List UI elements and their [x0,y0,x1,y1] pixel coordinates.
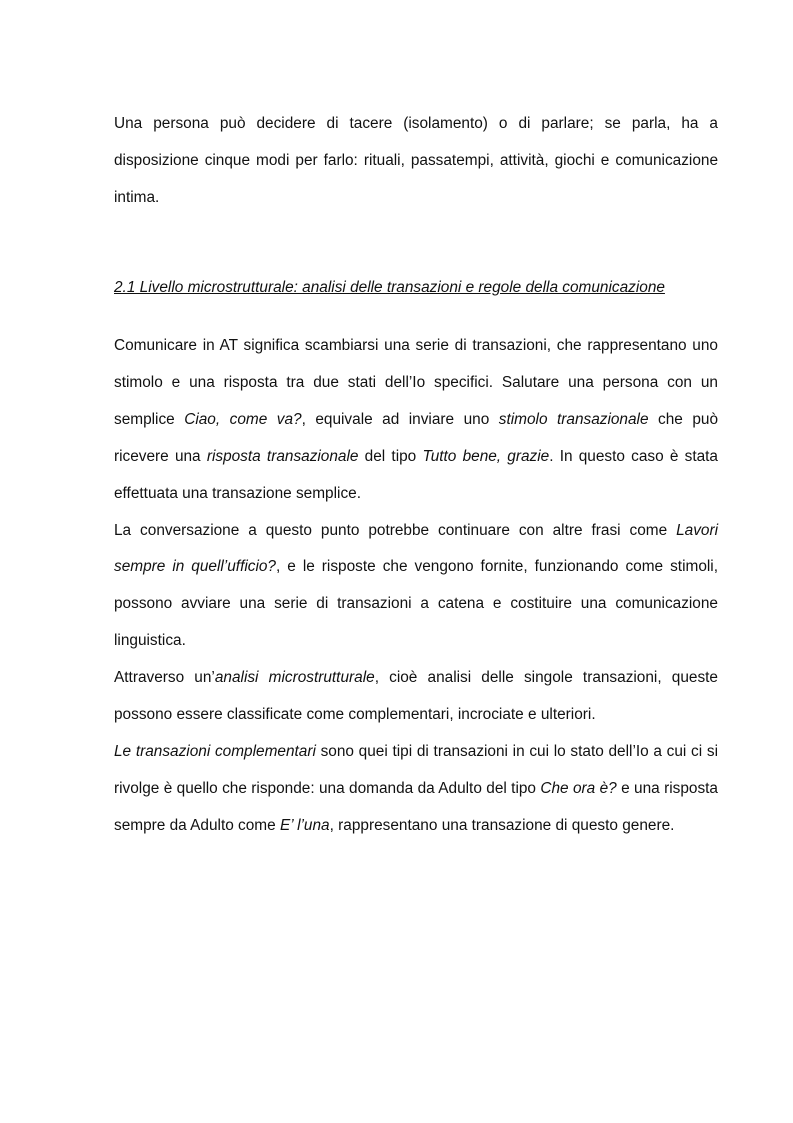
italic-run: Che ora è? [540,779,617,797]
text-run: Comunicare in AT significa scambiarsi una serie di transazioni, che rappresentano uno stimolo e una risposta tra due stati dell’Io specifici. Salutare una persona con un semplice [114,337,718,428]
text-run: del tipo [358,447,423,465]
italic-run: analisi microstrutturale [214,669,375,687]
italic-run: stimolo transazionale [498,410,649,428]
text-run: La conversazione a questo punto potrebbe continuare con altre frasi come [114,521,677,539]
text-run: Attraverso un’ [114,669,215,687]
intro-text: Una persona può decidere di tacere (isolamento) o di parlare; se parla, ha a disposizione cinque modi per farlo: rituali, passatempi, attività, giochi e comunicazione intima. [114,115,718,206]
paragraph-conversation [114,513,718,661]
italic-run: risposta transazionale [206,447,359,465]
text-run: sono quei tipi di transazioni in cui lo stato dell’Io a cui ci si rivolge è quello che risponde: una domanda da Adulto del tipo [114,742,718,797]
text-run: , equivale ad inviare uno [301,410,499,428]
section-body [114,328,718,845]
text-run: , e le risposte che vengono fornite, funzionando come stimoli, possono avviare una serie di transazioni a catena e costituire una comunicazione linguistica. [114,558,718,650]
text-run: e una risposta sempre da Adulto come [114,779,718,834]
italic-run: E’ l’una [279,816,330,834]
italic-run: Ciao, come va? [184,410,302,428]
text-run: che può ricevere una [114,410,719,465]
paragraph-microstructural-analysis [114,660,718,734]
intro-paragraph [114,106,718,217]
paragraph-complementary-transactions [114,734,718,845]
italic-run: Le transazioni complementari [114,742,316,760]
paragraph-transactions-intro [114,328,718,513]
text-run: . In questo caso è stata effettuata una transazione semplice. [114,447,718,502]
document-page [114,106,719,834]
italic-run: Tutto bene, grazie [422,447,550,465]
italic-run: Lavori sempre in quell’ufficio? [114,521,718,576]
text-run: , cioè analisi delle singole transazioni, queste possono essere classificate come complementari, incrociate e ulteriori. [114,669,718,724]
section-heading: 2.1 Livello microstrutturale: analisi delle transazioni e regole della comunicazione [114,279,665,296]
text-run: , rappresentano una transazione di questo genere. [329,816,675,834]
